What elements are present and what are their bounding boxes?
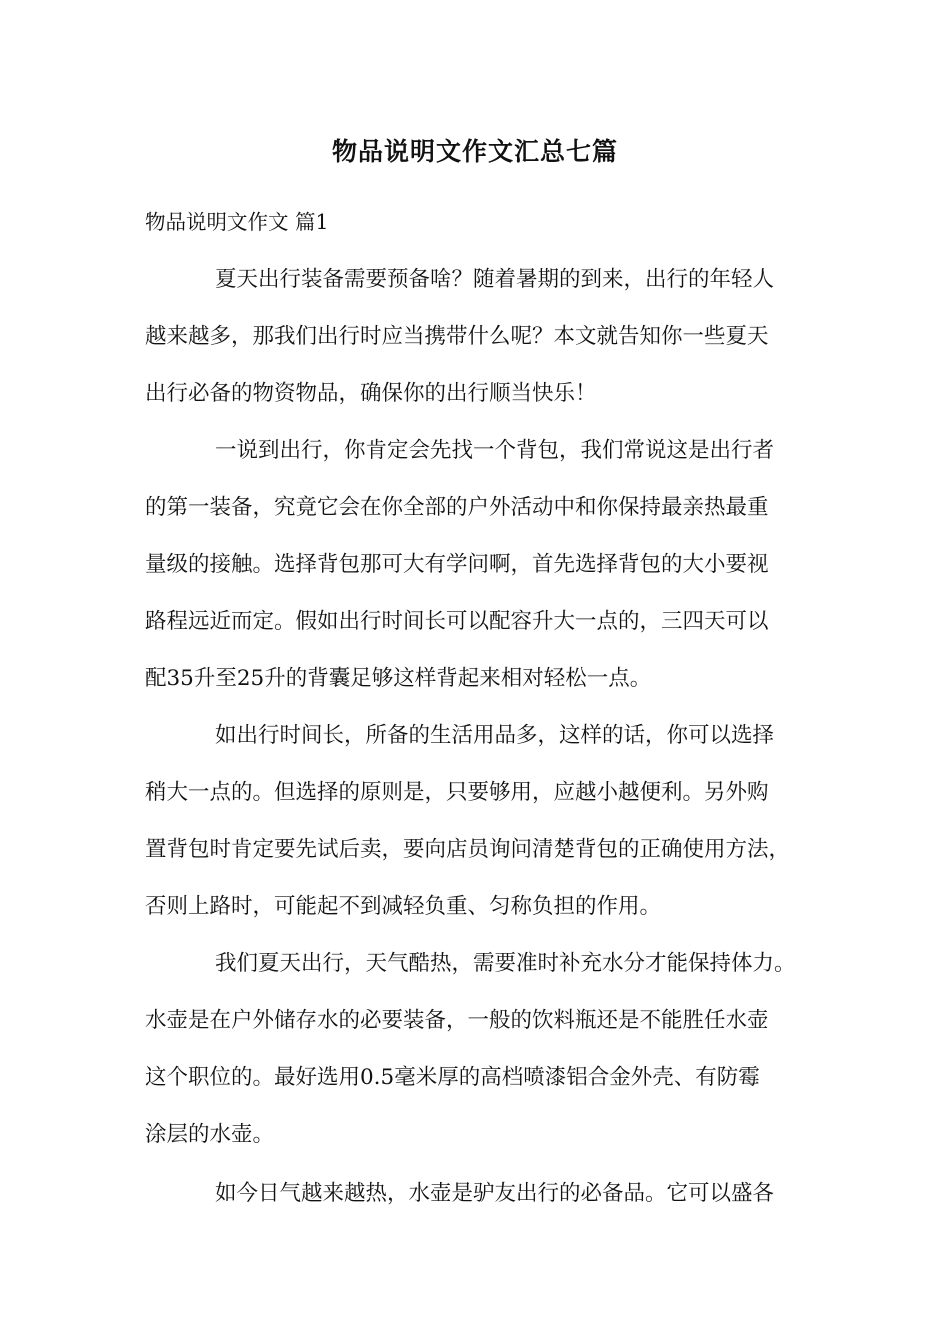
paragraph-line: 一说到出行，你肯定会先找一个背包，我们常说这是出行者 (215, 438, 775, 463)
paragraph-line: 水壶是在户外储存水的必要装备，一般的饮料瓶还是不能胜任水壶 (145, 1008, 769, 1033)
paragraph-line: 路程远近而定。假如出行时间长可以配容升大一点的，三四天可以 (145, 609, 769, 634)
paragraph-line: 出行必备的物资物品，确保你的出行顺当快乐！ (145, 381, 597, 406)
paragraph-line: 的第一装备，究竟它会在你全部的户外活动中和你保持最亲热最重 (145, 495, 769, 520)
section-heading: 物品说明文作文 篇1 (145, 210, 329, 234)
paragraph-line: 如出行时间长，所备的生活用品多，这样的话，你可以选择 (215, 723, 775, 748)
paragraph-line: 这个职位的。最好选用0.5毫米厚的高档喷漆铝合金外壳、有防霉 (145, 1065, 760, 1090)
paragraph-line: 量级的接触。选择背包那可大有学问啊，首先选择背包的大小要视 (145, 552, 769, 577)
paragraph-line: 配35升至25升的背囊足够这样背起来相对轻松一点。 (145, 666, 652, 691)
paragraph-line: 置背包时肯定要先试后卖，要向店员询问清楚背包的正确使用方法， (145, 837, 791, 862)
document-title: 物品说明文作文汇总七篇 (331, 137, 618, 166)
paragraph-line: 我们夏天出行，天气酷热，需要准时补充水分才能保持体力。 (215, 951, 796, 976)
paragraph-line: 稍大一点的。但选择的原则是，只要够用，应越小越便利。另外购 (145, 780, 769, 805)
paragraph-line: 涂层的水壶。 (145, 1122, 275, 1147)
paragraph-line: 如今日气越来越热，水壶是驴友出行的必备品。它可以盛各 (215, 1181, 775, 1206)
paragraph-line: 夏天出行装备需要预备啥？随着暑期的到来，出行的年轻人 (215, 267, 775, 292)
paragraph-line: 越来越多，那我们出行时应当携带什么呢？本文就告知你一些夏天 (145, 324, 769, 349)
paragraph-line: 否则上路时，可能起不到减轻负重、匀称负担的作用。 (145, 894, 662, 919)
